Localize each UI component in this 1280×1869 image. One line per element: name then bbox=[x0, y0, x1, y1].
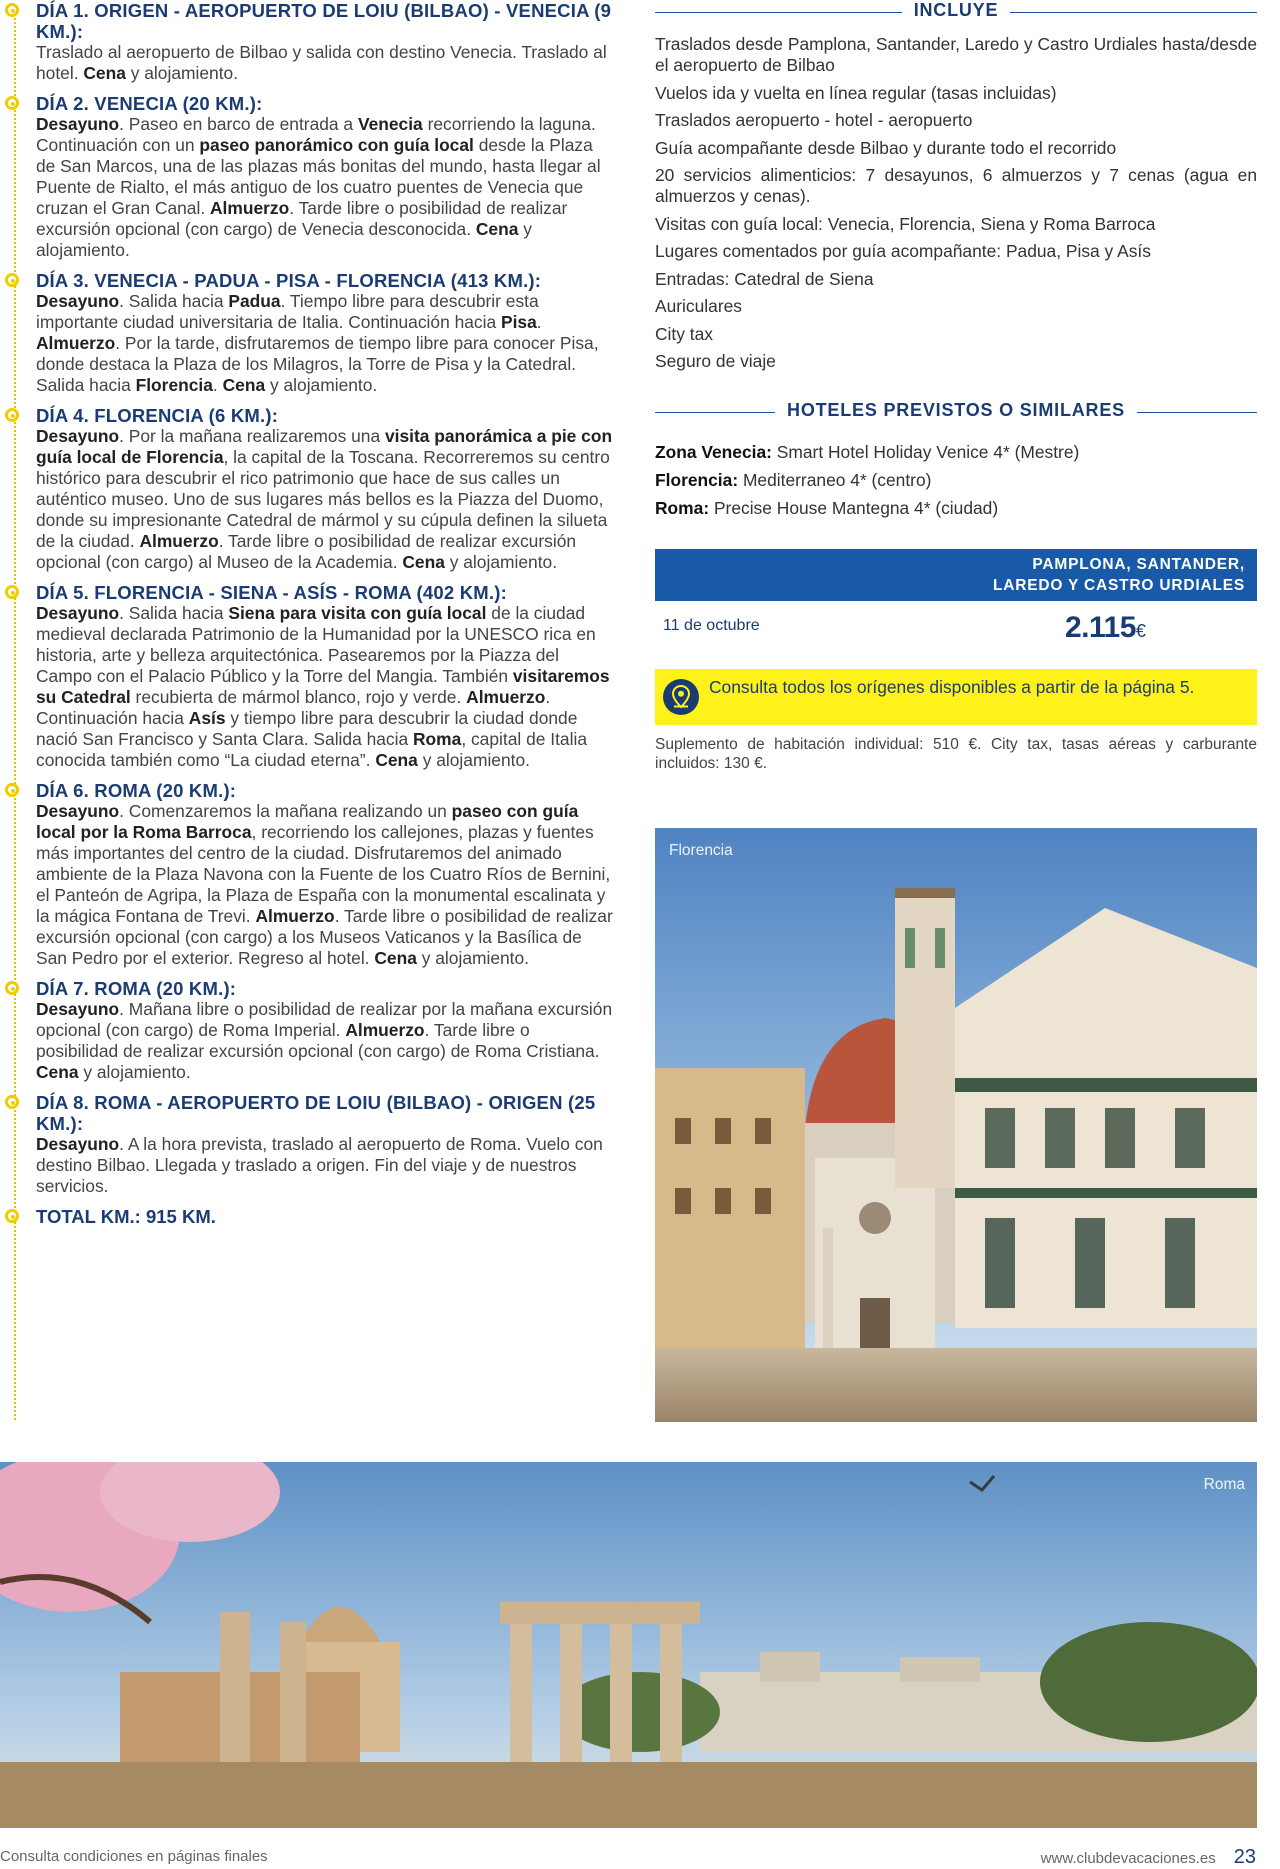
hoteles-heading bbox=[655, 400, 1257, 428]
bold-text: Cena bbox=[222, 375, 266, 395]
itinerary-column bbox=[0, 0, 615, 1236]
hotel-city: Roma: bbox=[655, 498, 710, 518]
text: . Tiempo libre para descubrir esta importante ciudad universitaria de Italia. Continuación hacia bbox=[36, 291, 539, 332]
day-8 bbox=[0, 1092, 615, 1197]
bold-text: Siena para visita con guía local bbox=[228, 603, 487, 623]
hotel-city: Zona Venecia: bbox=[655, 442, 772, 462]
hotel-name: Smart Hotel Holiday Venice 4* (Mestre) bbox=[771, 442, 1080, 462]
bold-text: Desayuno bbox=[36, 114, 120, 134]
day-title: DÍA 1. ORIGEN - AEROPUERTO DE LOIU (BILBAO) - VENECIA (9 KM.): bbox=[36, 0, 612, 42]
text: . Mañana libre o posibilidad de realizar por la mañana excursión opcional (con cargo) de Roma Imperial. bbox=[36, 999, 613, 1040]
timeline-dot-icon bbox=[5, 3, 19, 17]
timeline-dot-icon bbox=[5, 96, 19, 110]
text: . bbox=[536, 312, 542, 332]
text: , capital de Italia conocida también como “La ciudad eterna”. bbox=[36, 729, 588, 770]
text: recorriendo la laguna. Continuación con un bbox=[36, 114, 596, 155]
bold-text: paseo panorámico con guía local bbox=[199, 135, 474, 155]
timeline-dot-icon bbox=[5, 585, 19, 599]
text: y alojamiento. bbox=[78, 1062, 191, 1082]
text: y alojamiento. bbox=[417, 750, 530, 770]
day-title: DÍA 4. FLORENCIA (6 KM.): bbox=[36, 405, 279, 426]
day-description bbox=[36, 426, 615, 573]
bold-text: Cena bbox=[36, 1062, 79, 1082]
text: desde la Plaza de San Marcos, una de las plazas más bonitas del mundo, hasta llegar al Puente de Rialto, el más antiguo de los cuatro puentes de Venecia que cruzan el Gran Canal. bbox=[36, 135, 601, 218]
price-date: 11 de octubre bbox=[663, 617, 760, 634]
bold-text: Almuerzo bbox=[139, 531, 219, 551]
hoteles-list bbox=[655, 442, 1257, 519]
incluye-item: Vuelos ida y vuelta en línea regular (tasas incluidas) bbox=[655, 82, 1057, 103]
text: . Tarde libre o posibilidad de realizar excursión opcional (con cargo) de Venecia desconocida. bbox=[36, 198, 568, 239]
bold-text: visitaremos su Catedral bbox=[36, 666, 610, 707]
text: . Paseo en barco de entrada a bbox=[119, 114, 358, 134]
price-amount: 2.115 bbox=[1065, 611, 1136, 644]
day-description bbox=[36, 801, 615, 969]
price-origin-line2: LAREDO Y CASTRO URDIALES bbox=[992, 577, 1245, 594]
incluye-item: Seguro de viaje bbox=[655, 351, 776, 371]
bold-text: Almuerzo bbox=[210, 198, 290, 218]
page-number: 23 bbox=[1233, 1846, 1256, 1868]
incluye-item: Entradas: Catedral de Siena bbox=[655, 268, 874, 289]
location-pin-icon bbox=[663, 679, 699, 715]
bold-text: Venecia bbox=[357, 114, 423, 134]
day-description bbox=[36, 291, 615, 396]
info-column bbox=[655, 0, 1257, 859]
text: . Tarde libre o posibilidad de realizar excursión opcional (con cargo) al Museo de la Academia. bbox=[36, 531, 577, 572]
day-title: DÍA 6. ROMA (20 KM.): bbox=[36, 780, 237, 801]
text: . A la hora prevista, traslado al aeropuerto de Roma. Vuelo con destino Bilbao. Llegada y traslado a origen. Fin del viaje y de nuestros servicios. bbox=[36, 1134, 603, 1196]
text: y alojamiento. bbox=[36, 219, 532, 260]
roma-illustration bbox=[0, 1462, 1257, 1828]
day-2 bbox=[0, 93, 615, 261]
bold-text: Desayuno bbox=[36, 1134, 120, 1154]
text: recubierta de mármol blanco, rojo y verde. bbox=[130, 687, 467, 707]
incluye-item: Auriculares bbox=[655, 296, 742, 316]
bold-text: Desayuno bbox=[36, 999, 120, 1019]
day-6 bbox=[0, 780, 615, 969]
text: y alojamiento. bbox=[416, 948, 530, 968]
consulta-banner bbox=[655, 669, 1257, 725]
timeline-dot-icon bbox=[5, 1095, 19, 1109]
incluye-item: 20 servicios alimenticios: 7 desayunos, 6 almuerzos y 7 cenas (agua en almuerzos y cenas). bbox=[655, 165, 1257, 206]
text: y alojamiento. bbox=[125, 63, 239, 83]
total-km bbox=[0, 1206, 615, 1227]
day-title: DÍA 8. ROMA - AEROPUERTO DE LOIU (BILBAO) - ORIGEN (25 KM.): bbox=[36, 1092, 596, 1134]
timeline-dot-icon bbox=[5, 273, 19, 287]
footer-url-link[interactable]: www.clubdevacaciones.es bbox=[1040, 1850, 1216, 1867]
text: y alojamiento. bbox=[444, 552, 558, 572]
incluye-item: City tax bbox=[655, 323, 713, 344]
hoteles-heading-text: HOTELES PREVISTOS O SIMILARES bbox=[775, 400, 1137, 420]
bold-text: Roma bbox=[413, 729, 462, 749]
total-km-text: TOTAL KM.: 915 KM. bbox=[36, 1206, 216, 1227]
bold-text: Desayuno bbox=[36, 291, 120, 311]
day-1 bbox=[0, 0, 615, 84]
incluye-item: Lugares comentados por guía acompañante: Padua, Pisa y Asís bbox=[655, 241, 1151, 261]
roma-photo bbox=[0, 1462, 1257, 1828]
bold-text: Cena bbox=[83, 63, 126, 83]
hotel-name: Mediterraneo 4* (centro) bbox=[738, 470, 932, 490]
day-description bbox=[36, 114, 615, 261]
price-row bbox=[655, 601, 1257, 651]
text: . Por la mañana realizaremos una bbox=[119, 426, 385, 446]
hotel-city: Florencia: bbox=[655, 470, 739, 490]
bold-text: Desayuno bbox=[36, 603, 120, 623]
bold-text: Almuerzo bbox=[345, 1020, 425, 1040]
day-title: DÍA 7. ROMA (20 KM.): bbox=[36, 978, 237, 999]
incluye-heading-text: INCLUYE bbox=[902, 0, 1011, 20]
text: . Tarde libre o posibilidad de realizar excursión opcional (con cargo) a los Museos Vaticanos y la Basílica de San Pedro por el exterior. Regreso al hotel. bbox=[36, 906, 613, 968]
incluye-item: Traslados aeropuerto - hotel - aeropuerto bbox=[655, 110, 973, 130]
hotel-name: Precise House Mantegna 4* (ciudad) bbox=[709, 498, 999, 518]
roma-caption: Roma bbox=[1203, 1476, 1245, 1493]
text: . bbox=[212, 375, 223, 395]
day-title: DÍA 2. VENECIA (20 KM.): bbox=[36, 93, 263, 114]
text: . Continuación hacia bbox=[36, 687, 551, 728]
bold-text: Desayuno bbox=[36, 426, 120, 446]
day-5 bbox=[0, 582, 615, 771]
bold-text: Cena bbox=[375, 750, 418, 770]
text: de la ciudad medieval declarada Patrimonio de la Humanidad por la UNESCO rica en historia, arte y belleza arquitectónica. Pasearemos por la Piazza del Campo con el Palacio Público y la Torre del Mangia. También bbox=[36, 603, 596, 686]
timeline-dot-icon bbox=[5, 783, 19, 797]
timeline-dot-icon bbox=[5, 981, 19, 995]
day-7 bbox=[0, 978, 615, 1083]
consulta-text: Consulta todos los orígenes disponibles a partir de la página 5. bbox=[709, 677, 1195, 697]
price-origin-line1: PAMPLONA, SANTANDER, bbox=[1032, 556, 1245, 573]
hotel-item bbox=[655, 470, 1257, 491]
text: . Comenzaremos la mañana realizando un bbox=[119, 801, 452, 821]
day-3 bbox=[0, 270, 615, 396]
text: . Por la tarde, disfrutaremos de tiempo libre para conocer Pisa, donde destaca la Plaza de los Milagros, la Torre de Pisa y la Catedral. Salida hacia bbox=[36, 333, 599, 395]
incluye-heading bbox=[655, 0, 1257, 28]
price-value bbox=[1065, 611, 1145, 645]
incluye-item: Guía acompañante desde Bilbao y durante todo el recorrido bbox=[655, 137, 1117, 158]
florencia-caption: Florencia bbox=[669, 842, 733, 859]
day-description bbox=[36, 1134, 615, 1197]
hotel-item bbox=[655, 442, 1257, 463]
timeline-dot-icon bbox=[5, 408, 19, 422]
florencia-illustration bbox=[655, 828, 1257, 1422]
day-4 bbox=[0, 405, 615, 573]
day-description bbox=[36, 603, 615, 771]
price-currency: € bbox=[1135, 621, 1146, 641]
text: y alojamiento. bbox=[265, 375, 378, 395]
bold-text: Cena bbox=[374, 948, 417, 968]
text: , la capital de la Toscana. Recorreremos su centro histórico para descubrir el rico patrimonio que hace de sus calles un auténtico museo. Uno de sus lugares más bellos es la Piazza del Duomo, donde su impresionante Catedral de mármol y su cúpula definen la silueta de la ciudad. bbox=[36, 447, 610, 551]
text: . Salida hacia bbox=[119, 603, 229, 623]
price-origin-header bbox=[655, 549, 1257, 601]
bold-text: Almuerzo bbox=[36, 333, 116, 353]
day-description bbox=[36, 42, 615, 84]
bold-text: visita panorámica a pie con guía local de Florencia bbox=[36, 426, 613, 467]
incluye-list bbox=[655, 34, 1257, 372]
bold-text: Cena bbox=[475, 219, 519, 239]
bold-text: Almuerzo bbox=[466, 687, 546, 707]
day-description bbox=[36, 999, 615, 1083]
day-title: DÍA 3. VENECIA - PADUA - PISA - FLORENCIA (413 KM.): bbox=[36, 270, 542, 291]
bold-text: paseo con guía local por la Roma Barroca bbox=[36, 801, 579, 842]
bold-text: Pisa bbox=[501, 312, 537, 332]
incluye-item: Traslados desde Pamplona, Santander, Laredo y Castro Urdiales hasta/desde el aeropuerto de Bilbao bbox=[655, 34, 1257, 75]
bold-text: Padua bbox=[228, 291, 281, 311]
day-title: DÍA 5. FLORENCIA - SIENA - ASÍS - ROMA (402 KM.): bbox=[36, 582, 507, 603]
text: . Salida hacia bbox=[119, 291, 229, 311]
text: y tiempo libre para descubrir la ciudad donde nació San Francisco y Santa Clara. Salida hacia bbox=[36, 708, 578, 749]
price-table bbox=[655, 549, 1257, 651]
timeline-dot-icon bbox=[5, 1209, 19, 1223]
text: , recorriendo los callejones, plazas y fuentes más importantes del centro de la ciudad. Disfrutaremos del animado ambiente de la Plaza Navona con la Fuente de los Cuatro Ríos de Bernini, el Panteón de Agripa, la Plaza de España con la monumental escalinata y la mágica Fontana de Trevi. bbox=[36, 822, 611, 926]
bold-text: Desayuno bbox=[36, 801, 120, 821]
days-list bbox=[0, 0, 615, 1197]
incluye-item: Visitas con guía local: Venecia, Florencia, Siena y Roma Barroca bbox=[655, 213, 1156, 234]
florencia-photo bbox=[655, 828, 1257, 1422]
bold-text: Almuerzo bbox=[255, 906, 335, 926]
footer-conditions: Consulta condiciones en páginas finales bbox=[0, 1848, 268, 1865]
text: . Tarde libre o posibilidad de realizar excursión opcional (con cargo) de Roma Cristiana. bbox=[36, 1020, 600, 1061]
bold-text: Florencia bbox=[135, 375, 213, 395]
bold-text: Asís bbox=[188, 708, 226, 728]
suplemento-text: Suplemento de habitación individual: 510 €. City tax, tasas aéreas y carburante incluidos: 130 €. bbox=[655, 736, 1257, 772]
text: Traslado al aeropuerto de Bilbao y salida con destino Venecia. Traslado al hotel. bbox=[36, 42, 607, 83]
hotel-item bbox=[655, 498, 1257, 519]
bold-text: Cena bbox=[402, 552, 445, 572]
